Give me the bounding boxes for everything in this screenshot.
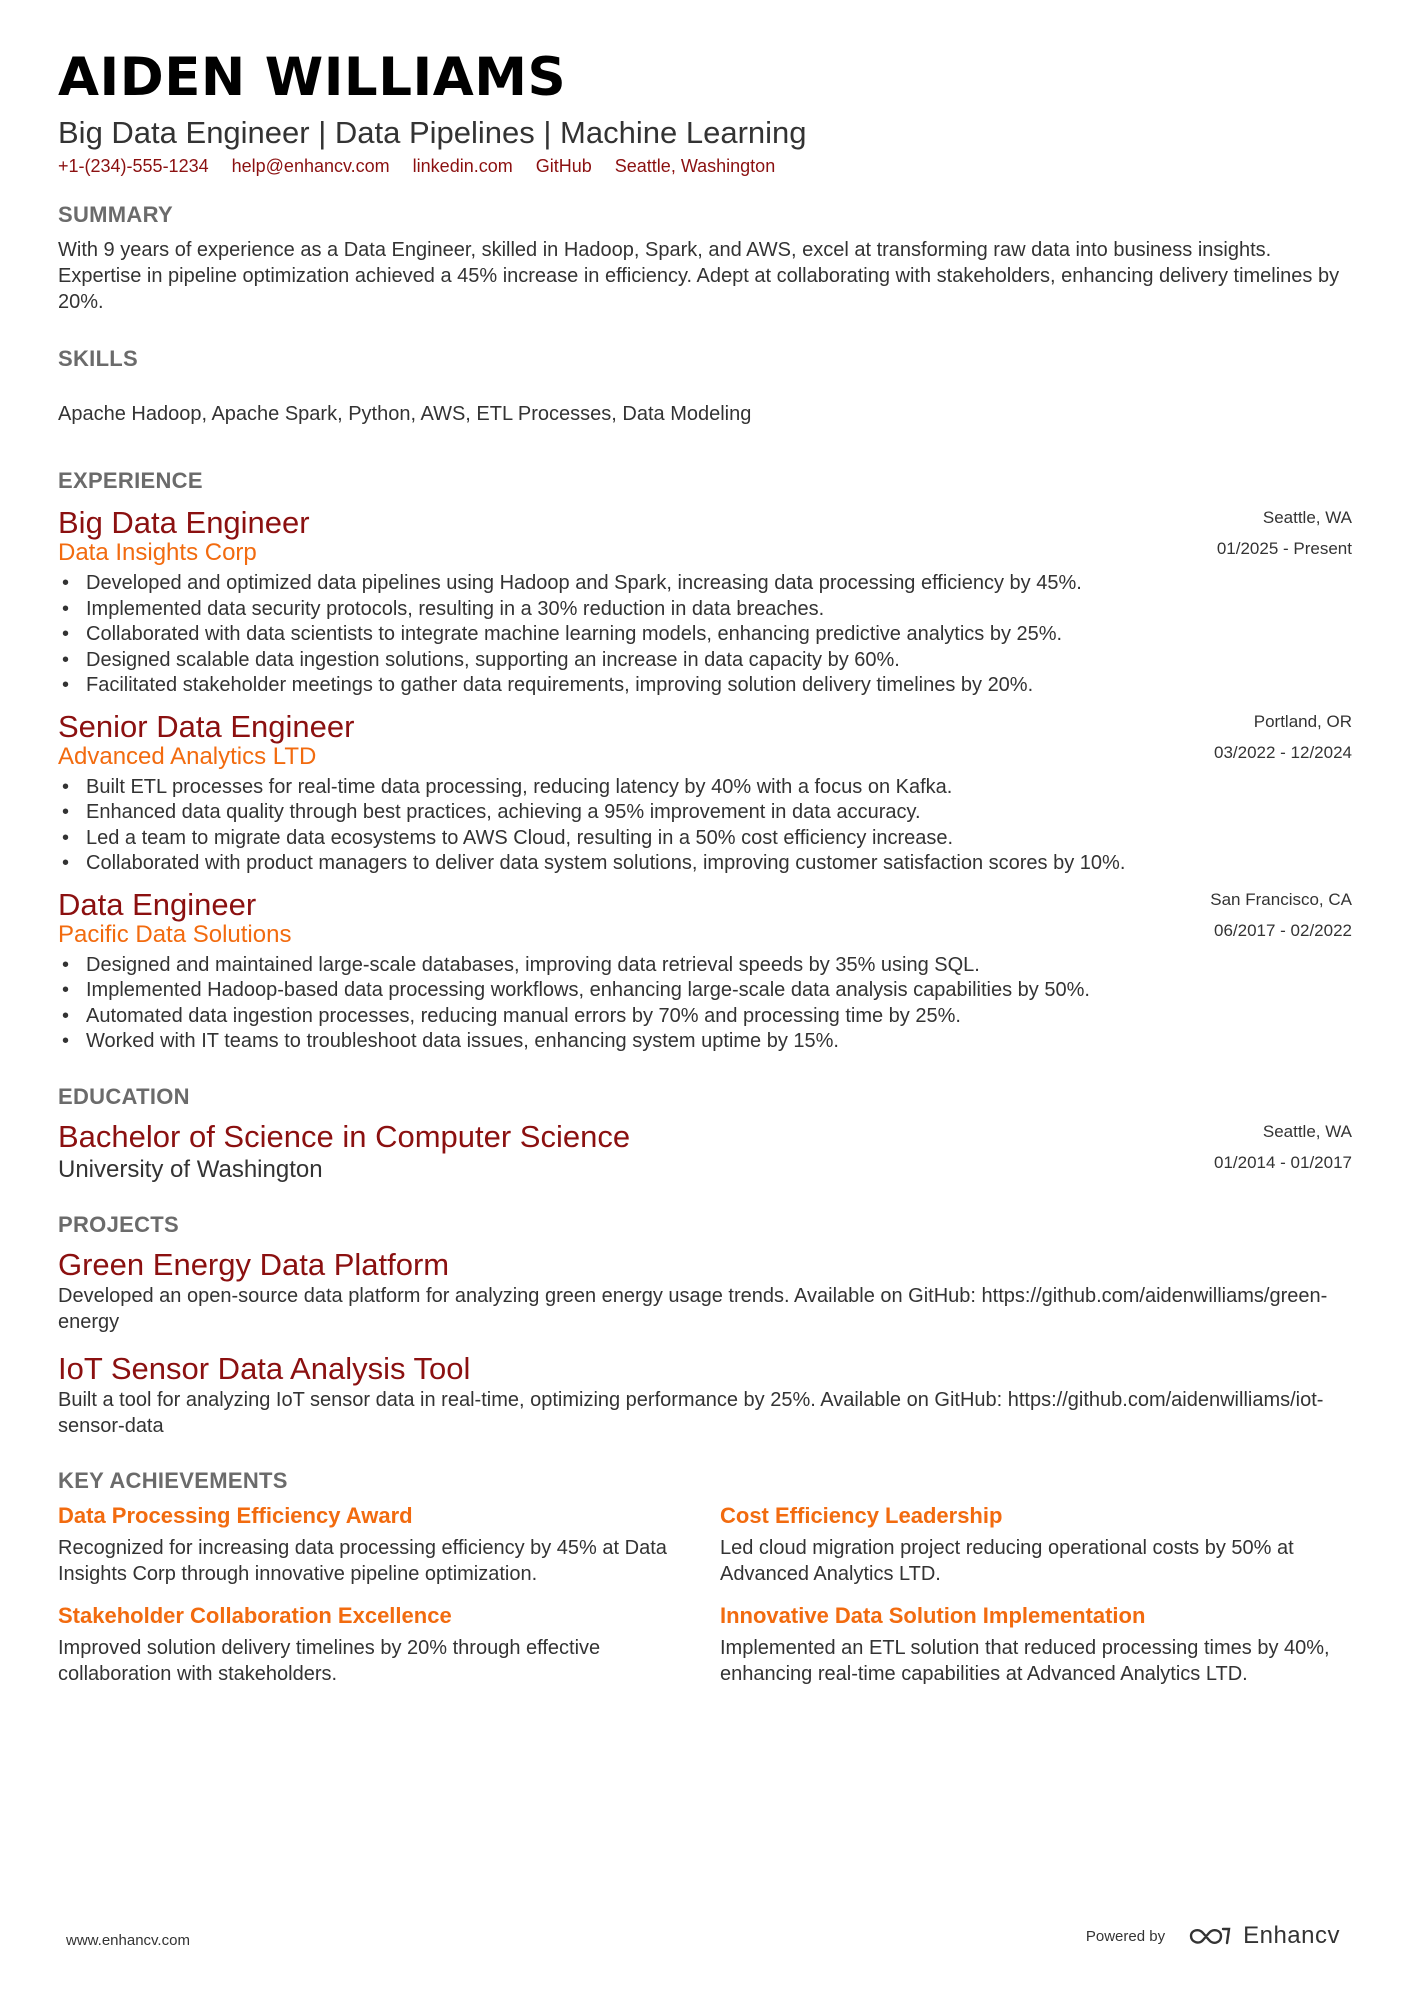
achievements-grid xyxy=(58,1501,1352,1701)
footer-branding xyxy=(1086,1922,1340,1950)
achievement-item xyxy=(720,1601,1352,1687)
projects-section xyxy=(58,1211,1352,1439)
footer-website[interactable]: www.enhancv.com xyxy=(66,1932,190,1949)
achievement-title: Data Processing Efficiency Award xyxy=(58,1502,413,1528)
job-bullet: • Automated data ingestion processes, reducing manual errors by 70% and processing time by 25%. xyxy=(58,1004,1352,1030)
job-bullet: • Designed and maintained large-scale databases, improving data retrieval speeds by 35% using SQL. xyxy=(58,953,1352,979)
project-entry xyxy=(58,1247,1352,1335)
candidate-name: AIDEN WILLIAMS xyxy=(58,47,567,108)
education-title: EDUCATION xyxy=(58,1083,190,1109)
education-section xyxy=(58,1083,1352,1185)
achievement-title: Innovative Data Solution Implementation xyxy=(720,1602,1146,1628)
job-bullets xyxy=(58,953,1352,1055)
job-company: Advanced Analytics LTD xyxy=(58,742,317,770)
job-role: Data Engineer xyxy=(58,886,257,922)
job-meta xyxy=(1214,709,1352,771)
education-meta xyxy=(1214,1119,1352,1181)
job-bullet: • Led a team to migrate data ecosystems to AWS Cloud, resulting in a 50% cost efficiency increase. xyxy=(58,826,1352,852)
job-bullets xyxy=(58,775,1352,877)
job-dates: 06/2017 - 02/2022 xyxy=(1213,920,1352,940)
achievement-text: Recognized for increasing data processing efficiency by 45% at Data Insights Corp through innovative pipeline optimization. xyxy=(58,1536,667,1585)
candidate-headline: Big Data Engineer | Data Pipelines | Machine Learning xyxy=(58,115,807,150)
experience-title: EXPERIENCE xyxy=(58,468,203,493)
job-bullet: • Built ETL processes for real-time data processing, reducing latency by 40% with a focus on Kafka. xyxy=(58,775,1352,801)
achievement-title: Stakeholder Collaboration Excellence xyxy=(58,1602,452,1628)
achievement-text: Led cloud migration project reducing operational costs by 50% at Advanced Analytics LTD. xyxy=(720,1536,1294,1585)
job-bullet: • Collaborated with product managers to deliver data system solutions, improving customer satisfaction scores by 10%. xyxy=(58,851,1352,877)
job-meta xyxy=(1210,887,1352,949)
job-dates: 01/2025 - Present xyxy=(1216,539,1352,558)
contact-line xyxy=(58,154,1352,178)
project-entry xyxy=(58,1351,1352,1439)
education-location: Seattle, WA xyxy=(1262,1121,1352,1141)
job-dates: 03/2022 - 12/2024 xyxy=(1213,742,1352,762)
contact-location: Seattle, Washington xyxy=(614,156,776,176)
enhancv-logo-icon xyxy=(1187,1924,1233,1948)
education-degree: Bachelor of Science in Computer Science xyxy=(58,1118,631,1154)
job-bullet: • Collaborated with data scientists to integrate machine learning models, enhancing predictive analytics by 25%. xyxy=(58,622,1352,648)
summary-section xyxy=(58,201,1352,315)
achievements-section xyxy=(58,1467,1352,1701)
job-bullet: • Worked with IT teams to troubleshoot data issues, enhancing system uptime by 15%. xyxy=(58,1029,1352,1055)
achievement-text: Improved solution delivery timelines by 20% through effective collaboration with stakeholders. xyxy=(58,1636,601,1685)
job-company: Pacific Data Solutions xyxy=(58,920,292,948)
job-location: Seattle, WA xyxy=(1262,508,1352,527)
job-meta xyxy=(1217,505,1352,567)
project-title: Green Energy Data Platform xyxy=(58,1246,450,1282)
job-bullet: • Enhanced data quality through best practices, achieving a 95% improvement in data accuracy. xyxy=(58,800,1352,826)
job-role: Big Data Engineer xyxy=(58,505,310,540)
contact-phone[interactable]: +1-(234)-555-1234 xyxy=(58,156,209,176)
skills-title: SKILLS xyxy=(58,346,139,371)
education-entry xyxy=(58,1119,1352,1185)
education-dates: 01/2014 - 01/2017 xyxy=(1213,1152,1352,1172)
skills-text: Apache Hadoop, Apache Spark, Python, AWS, ETL Processes, Data Modeling xyxy=(58,403,752,425)
contact-github[interactable]: GitHub xyxy=(535,156,592,176)
job-location: San Francisco, CA xyxy=(1210,889,1352,909)
education-school: University of Washington xyxy=(58,1155,323,1183)
job-bullet: • Facilitated stakeholder meetings to gather data requirements, improving solution delivery timelines by 20%. xyxy=(58,673,1352,699)
achievements-title: KEY ACHIEVEMENTS xyxy=(58,1467,288,1493)
job-location: Portland, OR xyxy=(1253,711,1352,731)
job-entry xyxy=(58,709,1352,877)
skills-section xyxy=(58,345,1352,427)
enhancv-brand[interactable] xyxy=(1187,1922,1340,1950)
job-bullet: • Designed scalable data ingestion solutions, supporting an increase in data capacity by 60%. xyxy=(58,648,1352,674)
contact-linkedin[interactable]: linkedin.com xyxy=(412,156,513,176)
job-bullets xyxy=(58,571,1352,699)
projects-title: PROJECTS xyxy=(58,1211,179,1237)
resume-header xyxy=(58,46,1352,178)
enhancv-brand-name: Enhancv xyxy=(1243,1922,1340,1949)
job-entry xyxy=(58,887,1352,1055)
achievement-item xyxy=(58,1601,720,1687)
job-bullet: • Developed and optimized data pipelines using Hadoop and Spark, increasing data processing efficiency by 45%. xyxy=(58,571,1352,597)
achievement-item xyxy=(720,1501,1352,1587)
project-text: Developed an open-source data platform for analyzing green energy usage trends. Available on GitHub: https://github.com/aidenwilliams/green-energy xyxy=(58,1284,1328,1333)
job-role: Senior Data Engineer xyxy=(58,708,355,744)
job-bullet: • Implemented Hadoop-based data processing workflows, enhancing large-scale data analysis capabilities by 50%. xyxy=(58,978,1352,1004)
achievement-item xyxy=(58,1501,720,1587)
summary-title: SUMMARY xyxy=(58,202,173,227)
job-bullet: • Implemented data security protocols, resulting in a 30% reduction in data breaches. xyxy=(58,597,1352,623)
powered-by-label: Powered by xyxy=(1085,1927,1166,1945)
job-entry xyxy=(58,505,1352,699)
job-company: Data Insights Corp xyxy=(58,539,257,566)
contact-email[interactable]: help@enhancv.com xyxy=(231,156,390,176)
summary-text: With 9 years of experience as a Data Engineer, skilled in Hadoop, Spark, and AWS, excel at transforming raw data into business insights. Expertise in pipeline optimization achieved a 45% increase in efficiency. Adept at collaborating with stakeholders, enhancing delivery timelines by 20%. xyxy=(58,239,1340,313)
achievement-title: Cost Efficiency Leadership xyxy=(720,1502,1003,1528)
project-text: Built a tool for analyzing IoT sensor data in real-time, optimizing performance by 25%. Available on GitHub: https://github.com/aidenwilliams/iot-sensor-data xyxy=(58,1388,1324,1437)
project-title: IoT Sensor Data Analysis Tool xyxy=(58,1350,471,1386)
achievement-text: Implemented an ETL solution that reduced processing times by 40%, enhancing real-time capabilities at Advanced Analytics LTD. xyxy=(720,1636,1330,1685)
experience-section xyxy=(58,467,1352,1055)
